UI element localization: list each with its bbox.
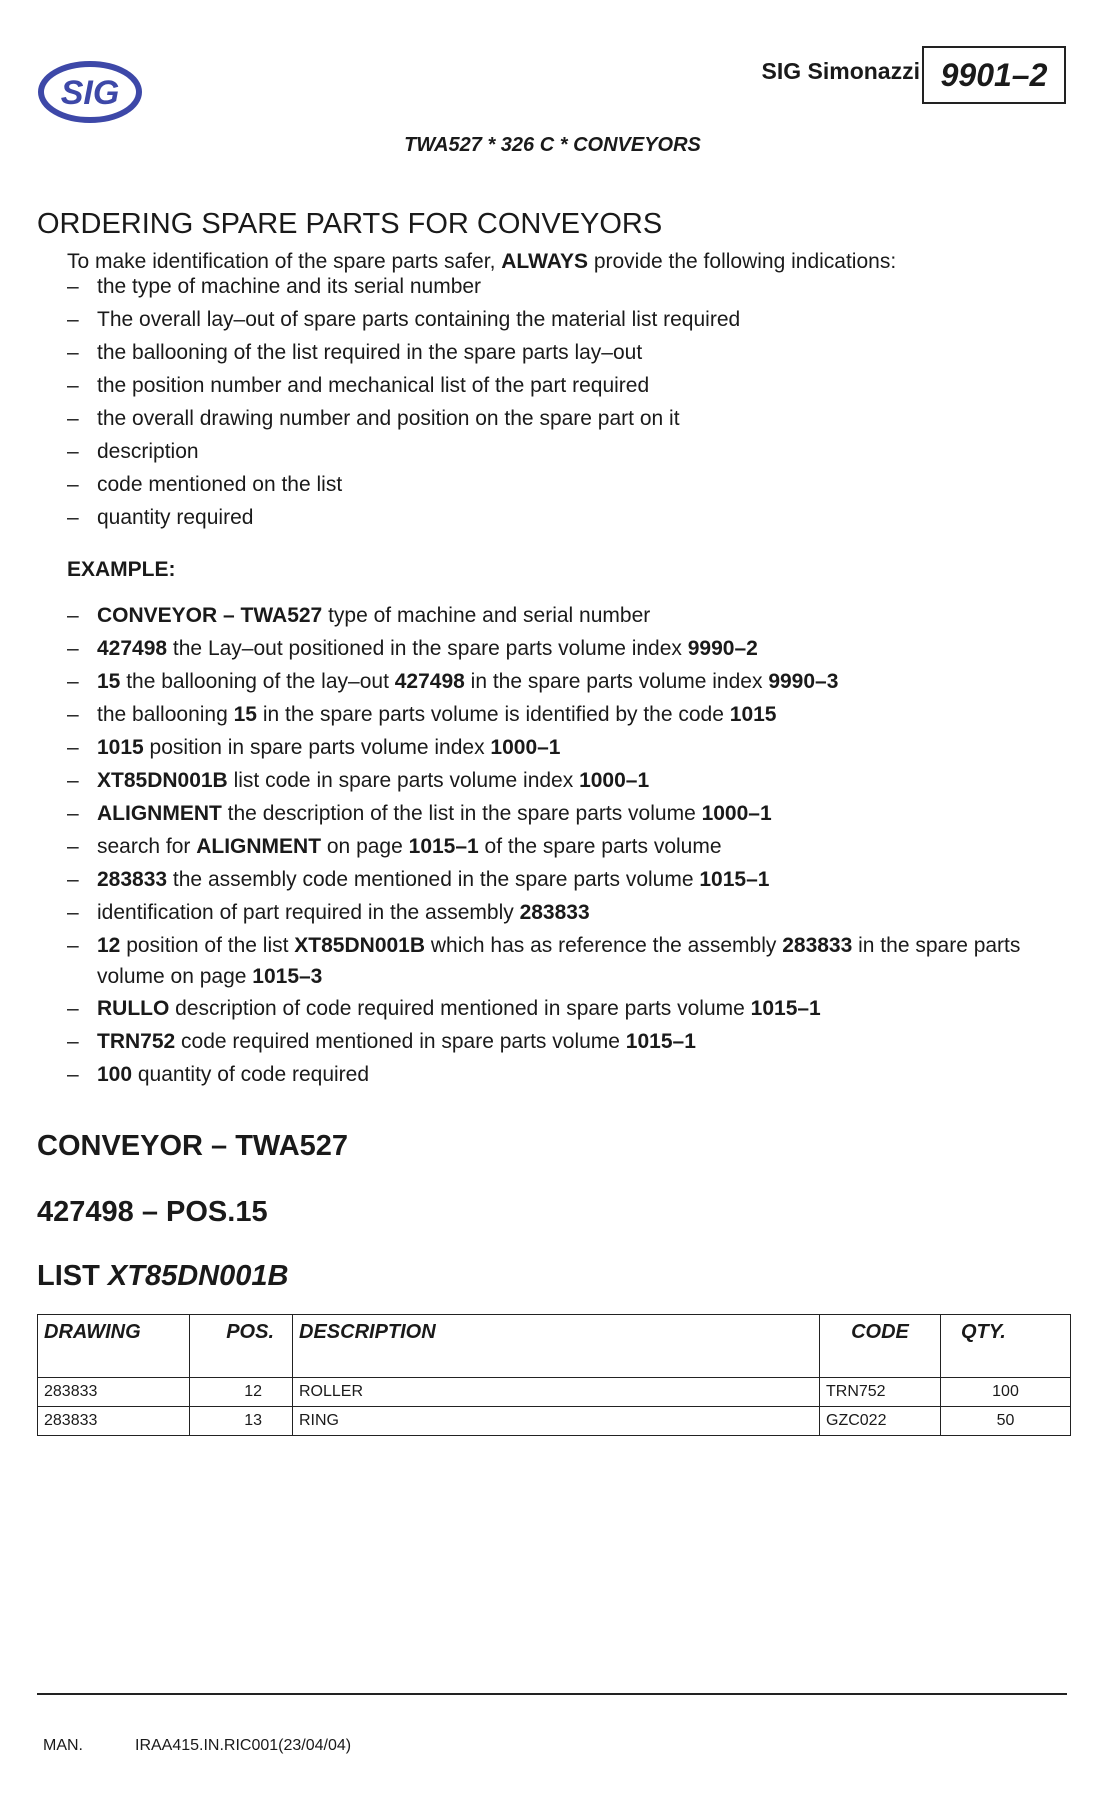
- list-item: – quantity required: [67, 501, 740, 534]
- cell-pos: 13: [190, 1407, 293, 1436]
- list-item: – 283833 the assembly code mentioned in the spare parts volume 1015–1: [67, 863, 1067, 896]
- document-subtitle: TWA527 * 326 C * CONVEYORS: [404, 134, 701, 156]
- list-item: – TRN752 code required mentioned in spare parts volume 1015–1: [67, 1025, 1067, 1058]
- list-item: – CONVEYOR – TWA527 type of machine and serial number: [67, 599, 1067, 632]
- list-item: – the type of machine and its serial number: [67, 270, 740, 303]
- list-item: – the position number and mechanical list of the part required: [67, 369, 740, 402]
- cell-description: RING: [293, 1407, 820, 1436]
- cell-code: GZC022: [820, 1407, 941, 1436]
- intro-text: To make identification of the spare parts safer, ALWAYS provide the following indications:: [67, 250, 897, 273]
- list-item: – the ballooning 15 in the spare parts volume is identified by the code 1015: [67, 698, 1067, 731]
- table-row: [38, 1407, 1071, 1436]
- list-item: – 12 position of the list XT85DN001B which has as reference the assembly 283833 in the spare parts volume on page 1015–3: [67, 929, 1067, 992]
- list-item: – code mentioned on the list: [67, 468, 740, 501]
- company-name: SIG Simonazzi: [761, 58, 920, 84]
- cell-code: TRN752: [820, 1378, 941, 1407]
- list-item: – search for ALIGNMENT on page 1015–1 of the spare parts volume: [67, 830, 1067, 863]
- list-item: – XT85DN001B list code in spare parts volume index 1000–1: [67, 764, 1067, 797]
- cell-qty: 100: [941, 1378, 1071, 1407]
- footer-man: MAN.: [43, 1737, 83, 1754]
- list-item: – 100 quantity of code required: [67, 1058, 1067, 1091]
- table-row: [38, 1378, 1071, 1407]
- col-pos: POS.: [190, 1315, 293, 1378]
- col-code: CODE: [820, 1315, 941, 1378]
- list-item: – identification of part required in the assembly 283833: [67, 896, 1067, 929]
- cell-description: ROLLER: [293, 1378, 820, 1407]
- list-heading: LIST XT85DN001B: [37, 1260, 289, 1292]
- section-title: ORDERING SPARE PARTS FOR CONVEYORS: [37, 208, 663, 240]
- list-item: – 15 the ballooning of the lay–out 427498 in the spare parts volume index 9990–3: [67, 665, 1067, 698]
- list-item: – 1015 position in spare parts volume index 1000–1: [67, 731, 1067, 764]
- cell-drawing: 283833: [38, 1407, 190, 1436]
- footer-divider: [37, 1693, 1067, 1695]
- cell-drawing: 283833: [38, 1378, 190, 1407]
- col-qty: QTY.: [941, 1315, 1071, 1378]
- cell-qty: 50: [941, 1407, 1071, 1436]
- col-drawing: DRAWING: [38, 1315, 190, 1378]
- list-item: – 427498 the Lay–out positioned in the spare parts volume index 9990–2: [67, 632, 1067, 665]
- parts-table: [37, 1314, 1071, 1436]
- list-item: – ALIGNMENT the description of the list in the spare parts volume 1000–1: [67, 797, 1067, 830]
- footer-reference: IRAA415.IN.RIC001(23/04/04): [135, 1737, 352, 1754]
- list-item: – the ballooning of the list required in the spare parts lay–out: [67, 336, 740, 369]
- list-item: – description: [67, 435, 740, 468]
- intro-emphasis: ALWAYS: [501, 250, 588, 273]
- conveyor-heading: CONVEYOR – TWA527: [37, 1130, 349, 1162]
- layout-heading: 427498 – POS.15: [37, 1196, 268, 1228]
- col-description: DESCRIPTION: [293, 1315, 820, 1378]
- example-list: [67, 599, 1067, 1091]
- example-label: EXAMPLE:: [67, 558, 176, 581]
- cell-pos: 12: [190, 1378, 293, 1407]
- sig-logo: [38, 60, 142, 124]
- list-item: – The overall lay–out of spare parts containing the material list required: [67, 303, 740, 336]
- indications-list: [67, 270, 740, 534]
- logo-text: SIG: [60, 74, 120, 112]
- table-header-row: [38, 1315, 1071, 1378]
- list-item: – RULLO description of code required mentioned in spare parts volume 1015–1: [67, 992, 1067, 1025]
- page-number: 9901–2: [922, 46, 1066, 104]
- list-item: – the overall drawing number and position on the spare part on it: [67, 402, 740, 435]
